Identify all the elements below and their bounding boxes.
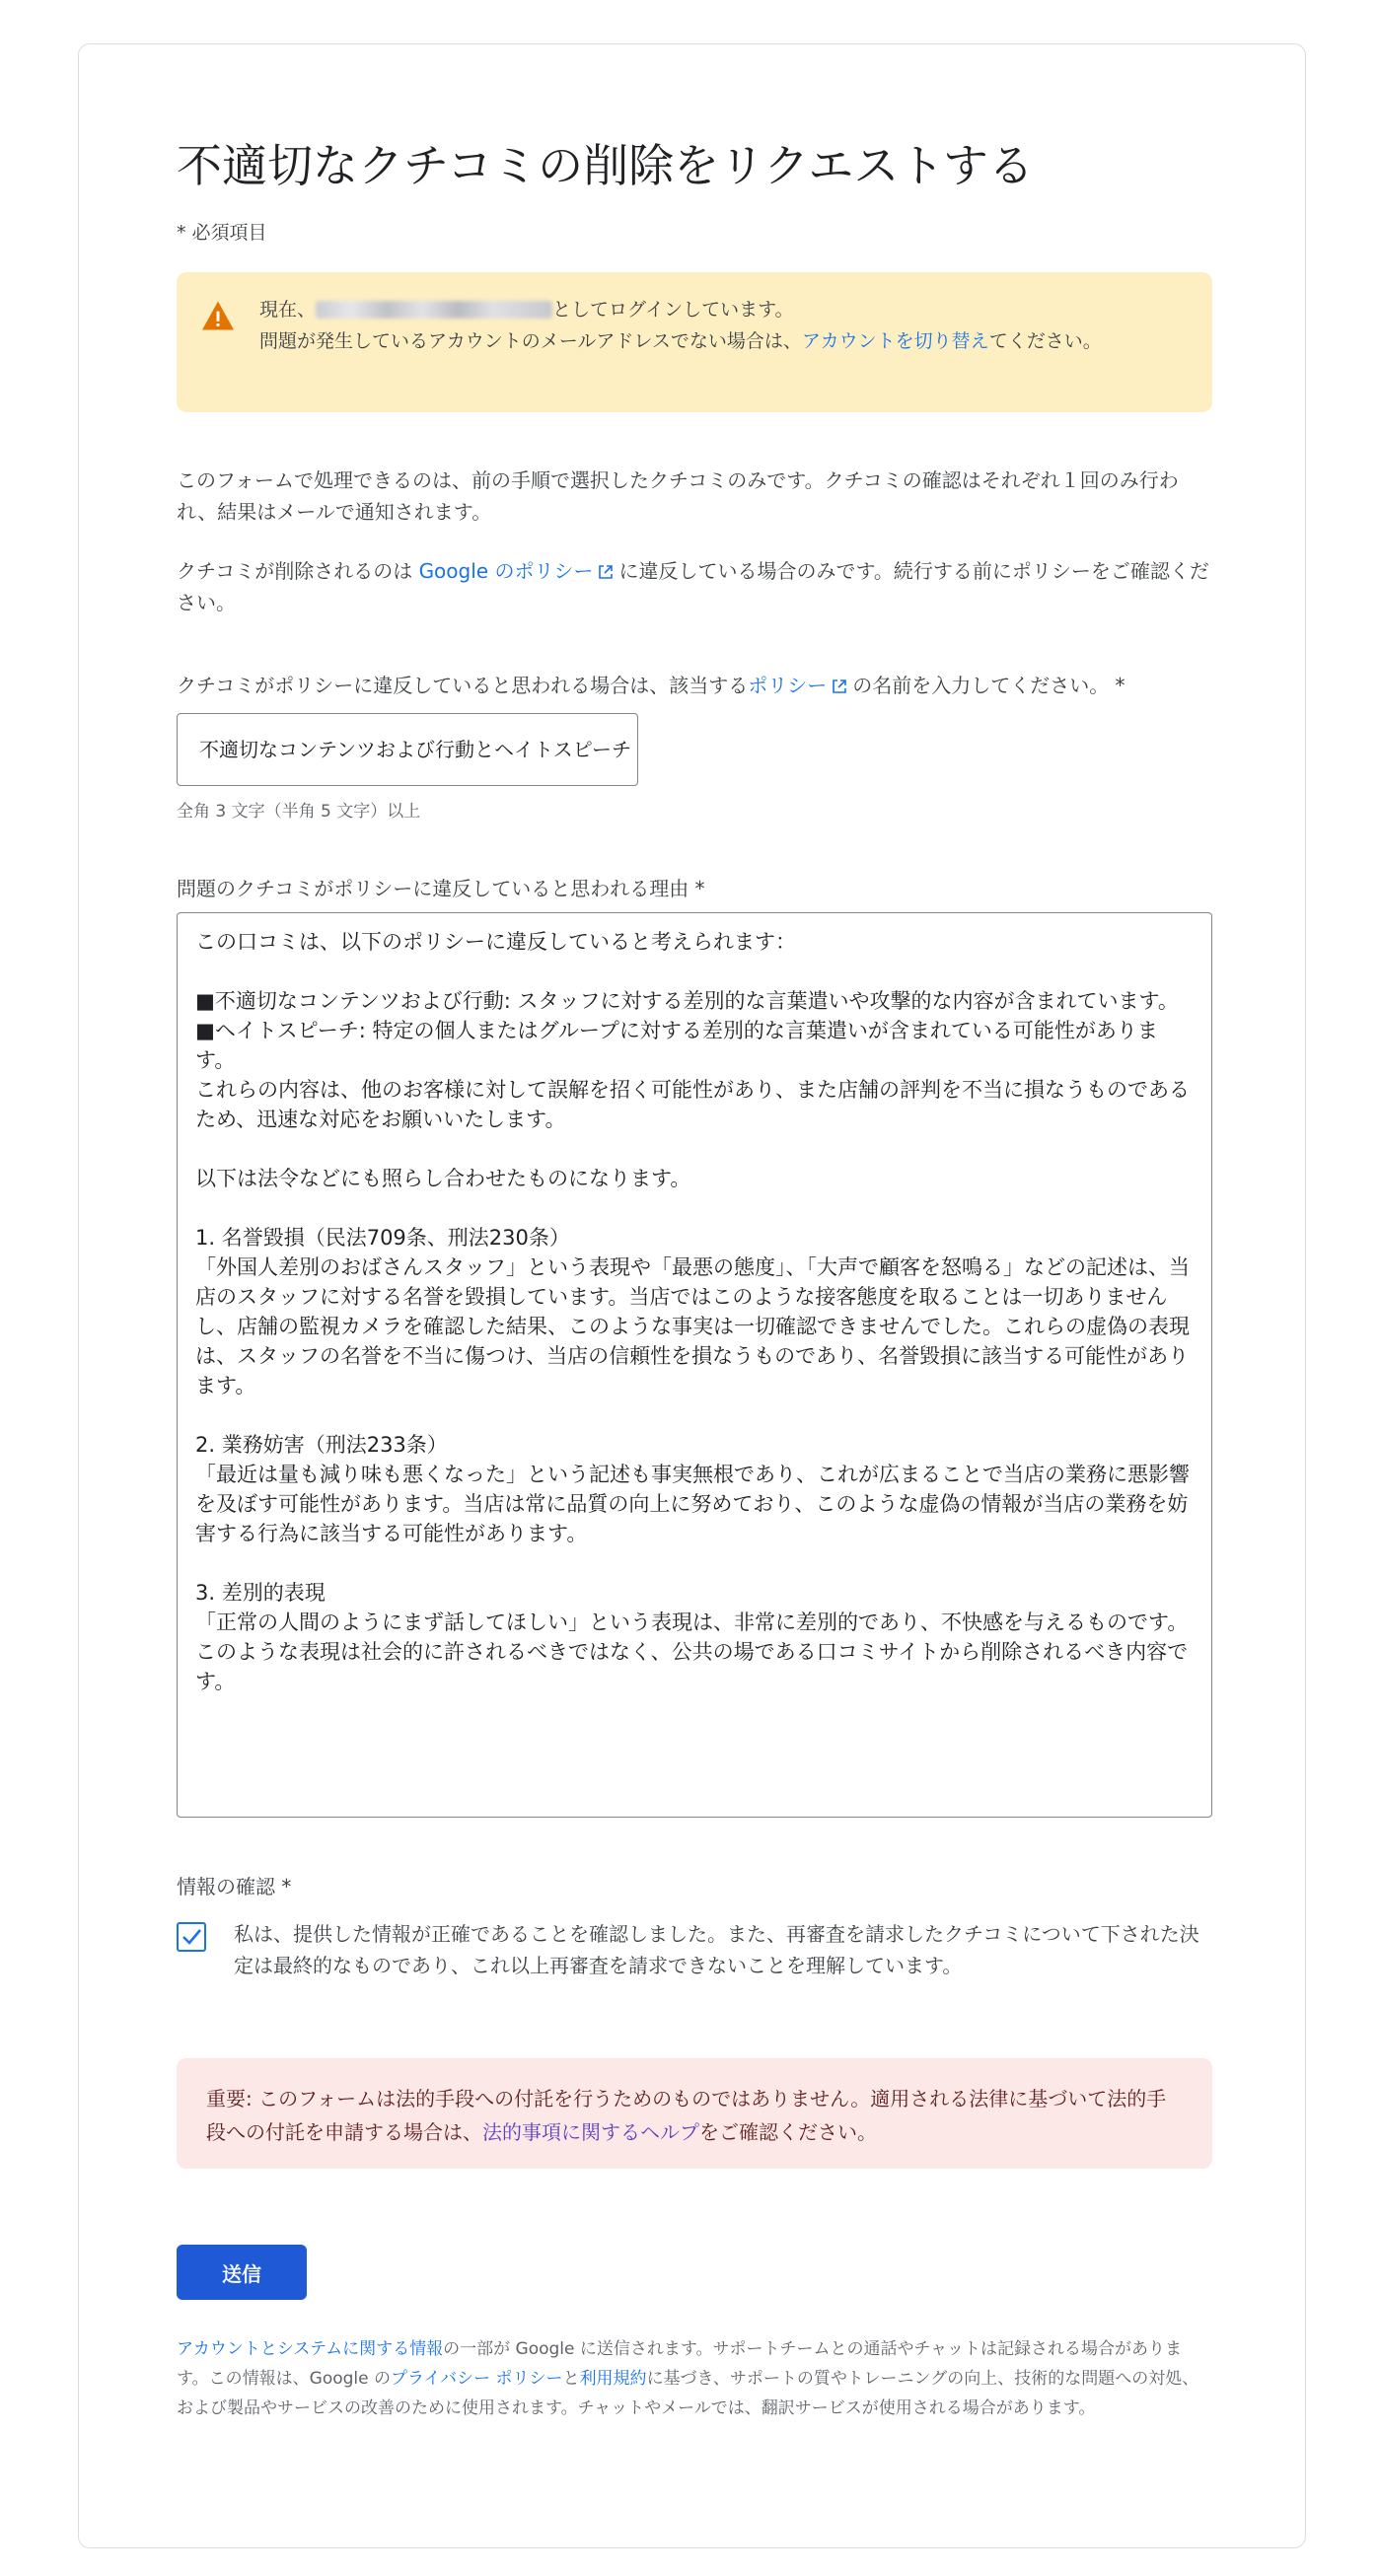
privacy-policy-link[interactable]: プライバシー ポリシー [391,2369,563,2389]
legal-help-link[interactable]: 法的事項に関するヘルプ [482,2120,699,2144]
external-link-icon [599,565,613,579]
login-warning-banner [177,272,1212,412]
redacted-email [316,301,552,319]
policy-paragraph: クチコミが削除されるのは Google のポリシー に違反している場合のみです。続行する前にポリシーをご確認ください。 [177,559,1209,614]
policy-name-input[interactable]: 不適切なコンテンツおよび行動とヘイトスピーチ [177,713,638,786]
switch-account-link[interactable]: アカウントを切り替え [801,330,989,352]
policy-field-label: クチコミがポリシーに違反していると思われる場合は、該当するポリシー の名前を入力してください。 * [177,674,1125,697]
warning-icon [200,300,236,331]
confirmation-row [177,1918,1212,1981]
policy-link[interactable]: ポリシー [748,674,828,697]
external-link-icon [833,680,846,693]
legal-notice-banner: 重要: このフォームは法的手段への付託を行うためのものではありません。適用される法律に基づいて法的手段への付託を申請する場合は、法的事項に関するヘルプをご確認ください。 [177,2058,1212,2169]
reason-textarea[interactable]: この口コミは、以下のポリシーに違反していると考えられます： ■不適切なコンテンツおよび行動: スタッフに対する差別的な言葉遣いや攻撃的な内容が含まれています。 ■ヘイトスピーチ: 特定の個人またはグループに対する差別的な言葉遣いが含まれている可能性があります。 これらの内容は、他のお客様に対して誤解を招く可能性があり、また店舗の評判を不当に損なうものであるため、迅速な対応をお願いいたします。 以下は法令などにも照らし合わせたものになります。 1. 名誉毀損（民法709条、刑法230条） 「外国人差別のおばさんスタッフ」という表現や「最悪の態度」、「大声で顧客を怒鳴る」などの記述は、当店のスタッフに対する名誉を毀損しています。当店ではこのような接客態度を取ることは一切ありませんし、店舗の監視カメラを確認した結果、このような事実は一切確認できませんでした。これらの虚偽の表現は、スタッフの名誉を不当に傷つけ、当店の信頼性を損なうものであり、名誉毀損に該当する可能性があります。 2. 業務妨害（刑法233条） 「最近は量も減り味も悪くなった」という記述も事実無根であり、これが広まることで当店の業務に悪影響を及ぼす可能性があります。当店は常に品質の向上に努めており、このような虚偽の情報が当店の業務を妨害する行為に該当する可能性があります。 3. 差別的表現 「正常の人間のようにまず話してほしい」という表現は、非常に差別的であり、不快感を与えるものです。このような表現は社会的に許されるべきではなく、公共の場である口コミサイトから削除されるべき内容です。 [177,912,1212,1818]
intro-paragraph: このフォームで処理できるのは、前の手順で選択したクチコミのみです。クチコミの確認はそれぞれ１回のみ行われ、結果はメールで通知されます。 [177,468,1179,524]
required-note: * 必須項目 [177,222,267,244]
confirmation-label: 情報の確認 * [177,1875,292,1898]
confirmation-checkbox[interactable] [177,1922,206,1952]
reason-field-label: 問題のクチコミがポリシーに違反していると思われる理由 * [177,877,705,900]
policy-input-hint: 全角 3 文字（半角 5 文字）以上 [177,802,421,822]
page-title: 不適切なクチコミの削除をリクエストする [177,139,1034,192]
warning-line-2: 問題が発生しているアカウントのメールアドレスでない場合は、アカウントを切り替えてください。 [259,330,1102,352]
checkmark-icon [179,1924,204,1950]
confirmation-text: 私は、提供した情報が正確であることを確認しました。また、再審査を請求したクチコミについて下された決定は最終的なものであり、これ以上再審査を請求できないことを理解しています。 [234,1922,1199,1977]
terms-link[interactable]: 利用規約 [579,2369,647,2389]
warning-line-1: 現在、 としてログインしています。 [259,299,794,321]
google-policy-link[interactable]: Google のポリシー [418,559,594,583]
submit-button[interactable]: 送信 [177,2245,307,2300]
footer-disclaimer: アカウントとシステムに関する情報の一部が Google に送信されます。サポートチームとの通話やチャットは記録される場合があります。この情報は、Google のプライバシー ポリシーと利用規約に基づき、サポートの質やトレーニングの向上、技術的な問題への対処、および製品やサービスの改善のために使用されます。チャットやメールでは、翻訳サービスが使用される場合があります。 [177,2339,1199,2418]
form-card [78,43,1306,2548]
account-system-info-link[interactable]: アカウントとシステムに関する情報 [177,2339,444,2359]
